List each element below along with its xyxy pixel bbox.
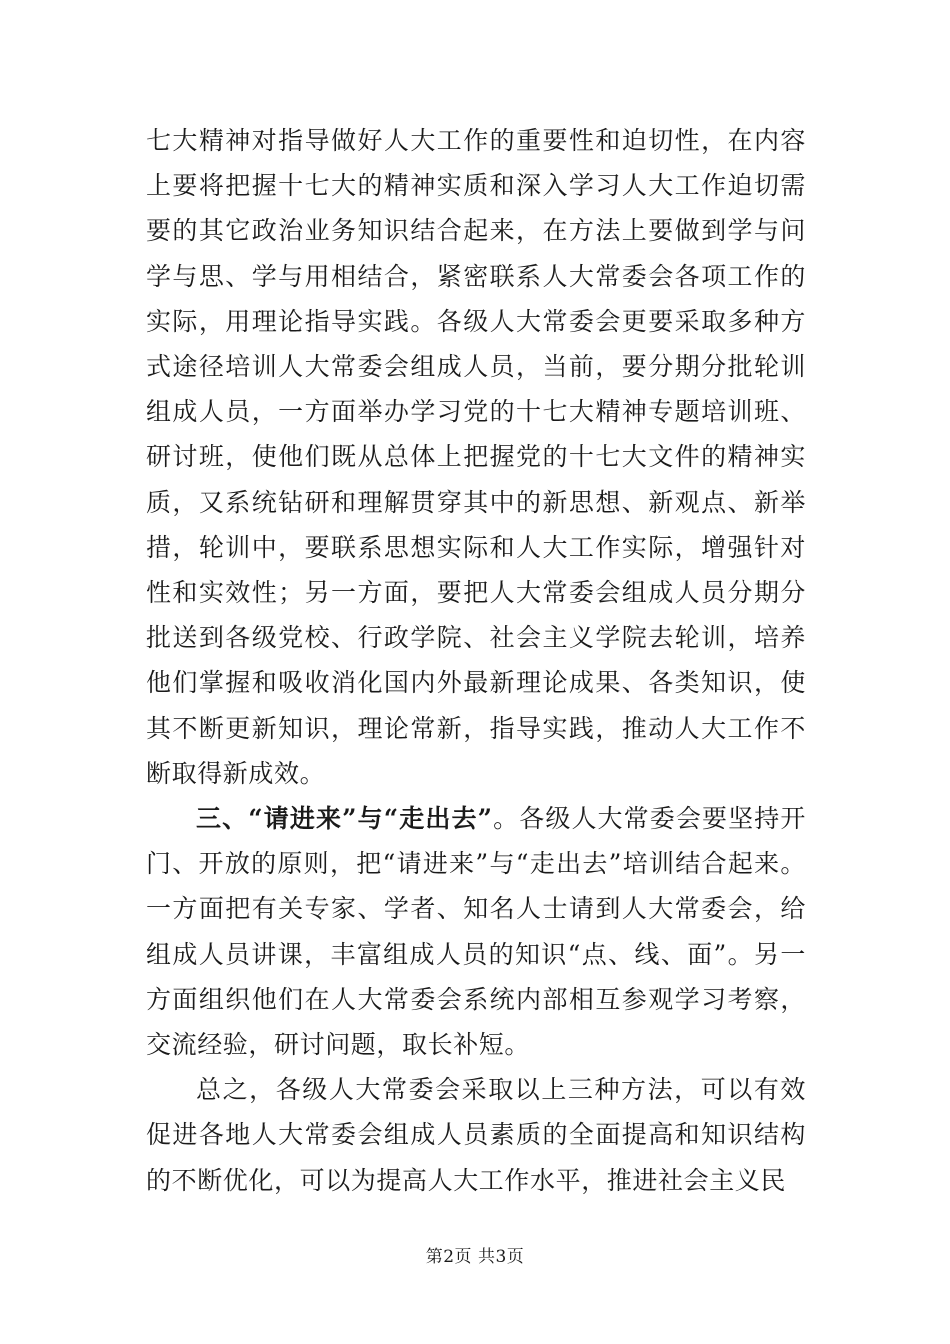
paragraph-2-text: 。各级人大常委会要坚持开门、开放的原则，把“请进来”与“走出去”培训结合起来。一方面把有关专家、学者、知名人士请到人大常委会，给组成人员讲课，丰富组成人员的知识“点、线、面”。另一方面组织他们在人大常委会系统内部相互参观学习考察，交流经验，研讨问题，取长补短。 <box>146 804 806 1060</box>
section-heading: 三、“请进来”与“走出去” <box>196 804 493 834</box>
paragraph-3-text: 总之，各级人大常委会采取以上三种方法，可以有效促进各地人大常委会组成人员素质的全面提高和知识结构的不断优化，可以为提高人大工作水平，推进社会主义民 <box>146 1075 806 1195</box>
paragraph-1-text: 七大精神对指导做好人大工作的重要性和迫切性，在内容上要将把握十七大的精神实质和深入学习人大工作迫切需要的其它政治业务知识结合起来，在方法上要做到学与问学与思、学与用相结合，紧密联系人大常委会各项工作的实际，用理论指导实践。各级人大常委会更要采取多种方式途径培训人大常委会组成人员，当前，要分期分批轮训组成人员，一方面举办学习党的十七大精神专题培训班、研讨班，使他们既从总体上把握党的十七大文件的精神实质，又系统钻研和理解贯穿其中的新思想、新观点、新举措，轮训中，要联系思想实际和人大工作实际，增强针对性和实效性；另一方面，要把人大常委会组成人员分期分批送到各级党校、行政学院、社会主义学院去轮训，培养他们掌握和吸收消化国内外最新理论成果、各类知识，使其不断更新知识，理论常新，指导实践，推动人大工作不断取得新成效。 <box>146 126 806 788</box>
document-body <box>146 118 806 1203</box>
paragraph-1 <box>146 118 806 796</box>
paragraph-2 <box>146 796 806 1067</box>
page-footer: 第2页 共3页 <box>425 1247 525 1267</box>
paragraph-3 <box>146 1067 806 1203</box>
